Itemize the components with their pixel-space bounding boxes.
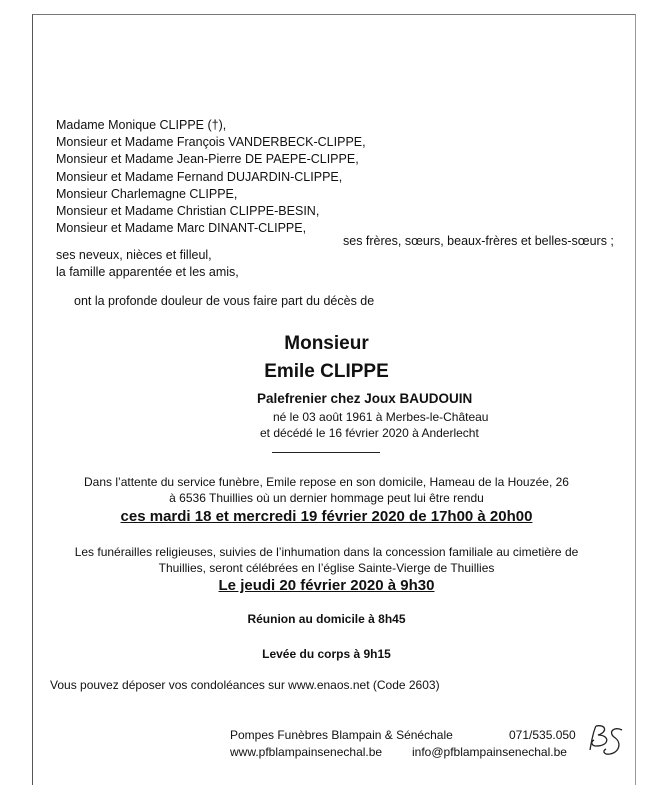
visitation-line-2: à 6536 Thuillies où un dernier hommage peut lui être rendu [169, 491, 484, 505]
family-line: Monsieur et Madame Fernand DUJARDIN-CLIPPE, [56, 169, 343, 184]
deceased-occupation: Palefrenier chez Joux BAUDOUIN [257, 391, 473, 406]
family-line: Monsieur et Madame Marc DINANT-CLIPPE, [56, 221, 307, 236]
funeral-line-1: Les funérailles religieuses, suivies de l’inhumation dans la concession familiale au cimetière de [74, 545, 579, 559]
family-line: Monsieur et Madame Jean-Pierre DE PAEPE-CLIPPE, [56, 152, 359, 167]
funeral-line-2: Thuillies, seront célébrées en l’église Sainte-Vierge de Thuillies [158, 561, 495, 575]
extended-family-line: ses neveux, nièces et filleul, [56, 248, 212, 262]
company-phone: 071/535.050 [509, 728, 576, 742]
deceased-title: Monsieur [284, 333, 369, 354]
death-info: et décédé le 16 février 2020 à Anderlecht [260, 426, 479, 440]
birth-info: né le 03 août 1961 à Merbes-le-Château [273, 410, 489, 424]
family-line: Madame Monique CLIPPE (†), [56, 118, 227, 132]
deceased-name: Emile CLIPPE [264, 361, 389, 382]
separator-line [272, 452, 380, 453]
company-name: Pompes Funèbres Blampain & Sénéchale [230, 728, 453, 742]
company-email[interactable]: info@pfblampainsenechal.be [412, 745, 567, 759]
extended-family-line: la famille apparentée et les amis, [56, 265, 239, 280]
visitation-line-1: Dans l’attente du service funèbre, Emile repose en son domicile, Hameau de la Houzée, 26 [84, 475, 569, 489]
family-line: Monsieur Charlemagne CLIPPE, [56, 186, 238, 201]
family-line: Monsieur et Madame François VANDERBECK-CLIPPE, [56, 135, 366, 150]
company-website[interactable]: www.pfblampainsenechal.be [230, 745, 383, 759]
bs-monogram-logo [584, 720, 628, 764]
family-line: Monsieur et Madame Christian CLIPPE-BESIN, [56, 204, 320, 219]
removal-time: Levée du corps à 9h15 [262, 647, 391, 661]
extended-family [56, 247, 239, 281]
company-logo [584, 720, 628, 764]
announcement: ont la profonde douleur de vous faire part du décès de [74, 294, 375, 308]
family-list [56, 117, 366, 237]
visitation-dates: ces mardi 18 et mercredi 19 février 2020 de 17h00 à 20h00 [120, 508, 533, 525]
family-relation: ses frères, sœurs, beaux-frères et belles-sœurs ; [343, 234, 614, 248]
condolences-notice: Vous pouvez déposer vos condoléances sur www.enaos.net (Code 2603) [50, 678, 440, 692]
meeting-time: Réunion au domicile à 8h45 [247, 612, 406, 626]
funeral-date: Le jeudi 20 février 2020 à 9h30 [218, 577, 435, 594]
